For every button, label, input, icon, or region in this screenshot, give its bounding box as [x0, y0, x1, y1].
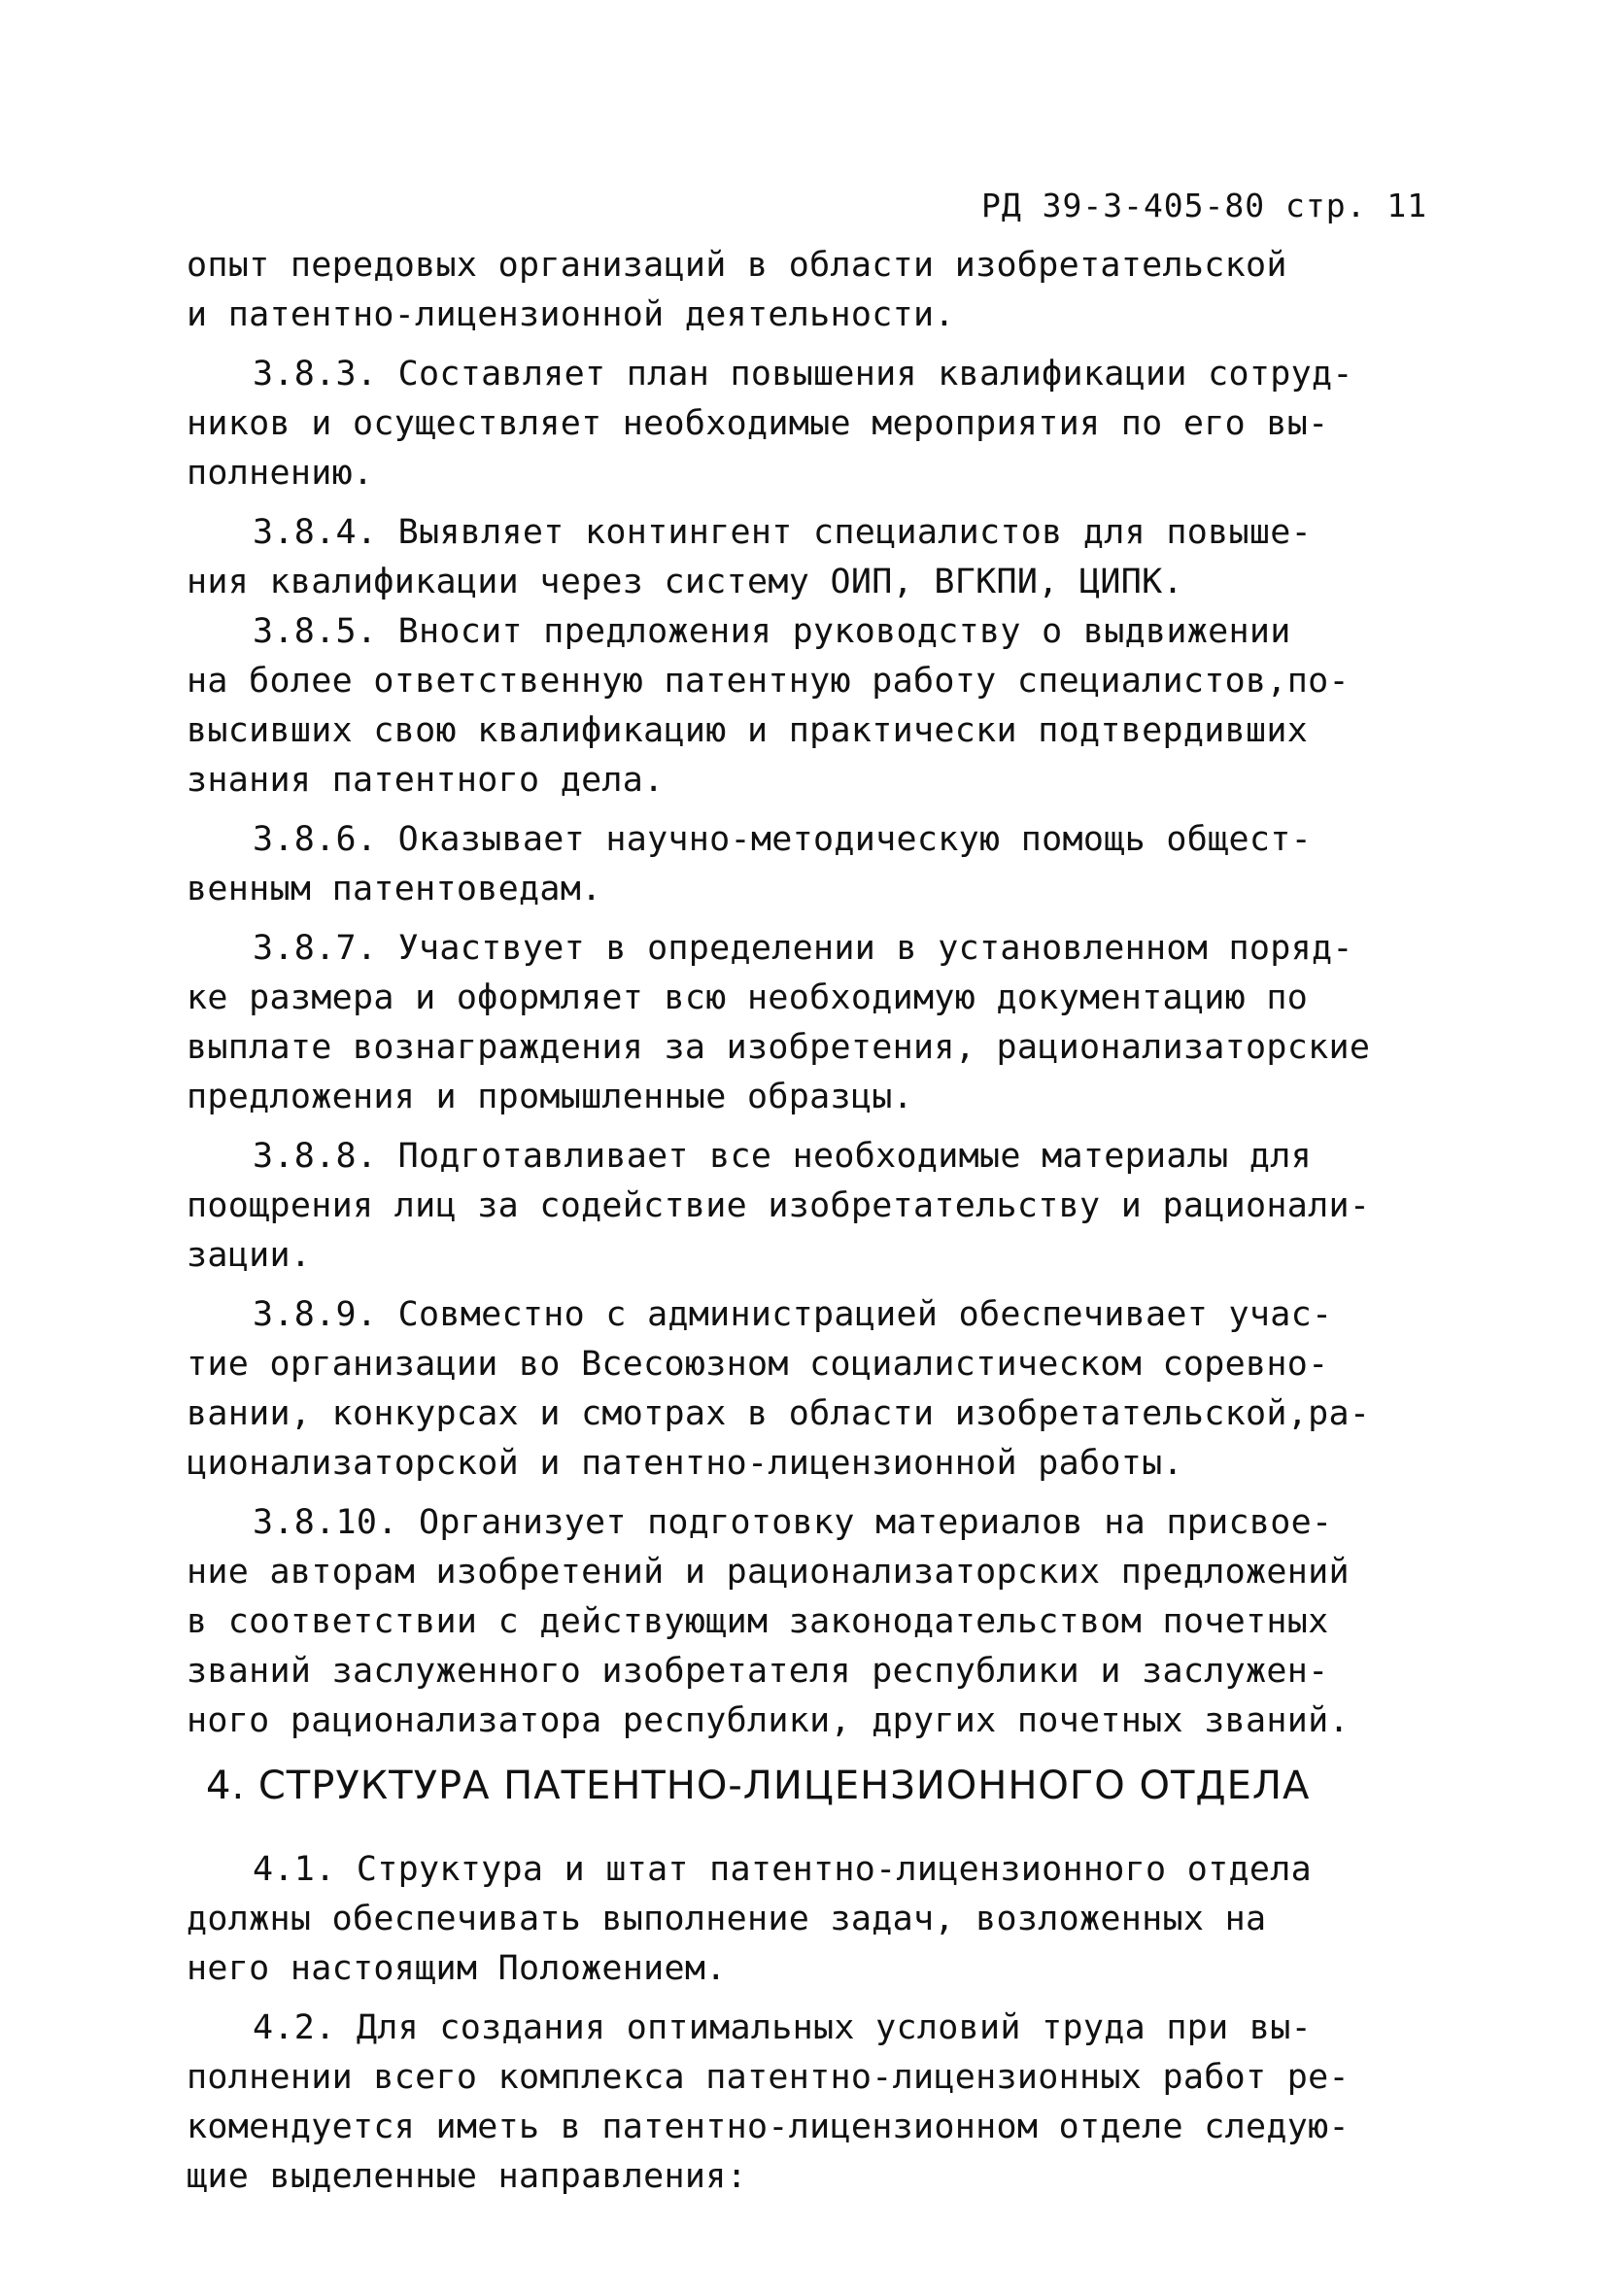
paragraph-3-8-9: 3.8.9. Совместно с администрацией обеспечивает учас- — [253, 1295, 1333, 1334]
paragraph-3-8-5: 3.8.5. Вносит предложения руководству о выдвижении — [253, 612, 1291, 651]
text-line: предложения и промышленные образцы. — [187, 1078, 914, 1116]
text-line: ционализаторской и патентно-лицензионной работы. — [187, 1444, 1183, 1483]
text-line: вании, конкурсах и смотрах в области изобретательской,ра- — [187, 1394, 1371, 1433]
text-line: зации. — [187, 1236, 312, 1275]
text-line: полнении всего комплекса патентно-лицензионных работ ре- — [187, 2058, 1350, 2097]
text-line: ников и осуществляет необходимые мероприятия по его вы- — [187, 404, 1329, 443]
text-line: должны обеспечивать выполнение задач, возложенных на — [187, 1900, 1267, 1938]
paragraph-3-8-4: 3.8.4. Выявляет контингент специалистов для повыше- — [253, 513, 1312, 552]
document-reference-header: РД 39-3-405-80 стр. 11 — [981, 187, 1428, 224]
text-line: знания патентного дела. — [187, 761, 665, 800]
paragraph-4-1: 4.1. Структура и штат патентно-лицензионного отдела — [253, 1850, 1312, 1889]
text-line: него настоящим Положением. — [187, 1949, 727, 1988]
paragraph-3-8-7: 3.8.7. Участвует в определении в установленном поряд- — [253, 929, 1353, 968]
text-line: щие выделенные направления: — [187, 2157, 748, 2196]
paragraph-3-8-3: 3.8.3. Составляет план повышения квалификации сотруд- — [253, 355, 1353, 394]
text-line: ного рационализатора республики, других почетных званий. — [187, 1701, 1350, 1740]
text-line: на более ответственную патентную работу специалистов,по- — [187, 662, 1350, 701]
text-line: полнению. — [187, 454, 374, 493]
text-line: поощрения лиц за содействие изобретательству и рационали- — [187, 1186, 1371, 1225]
text-line: ния квалификации через систему ОИП, ВГКПИ, ЦИПК. — [187, 563, 1183, 601]
paragraph-4-2: 4.2. Для создания оптимальных условий труда при вы- — [253, 2008, 1312, 2047]
text-line: званий заслуженного изобретателя республики и заслужен- — [187, 1652, 1329, 1691]
section-heading-4: 4. СТРУКТУРА ПАТЕНТНО-ЛИЦЕНЗИОННОГО ОТДЕЛА — [206, 1764, 1311, 1808]
paragraph-3-8-6: 3.8.6. Оказывает научно-методическую помощь общест- — [253, 820, 1312, 859]
text-line: тие организации во Всесоюзном социалистическом соревно- — [187, 1345, 1329, 1384]
text-line: в соответствии с действующим законодательством почетных — [187, 1602, 1329, 1641]
text-line: ке размера и оформляет всю необходимую документацию по — [187, 978, 1309, 1017]
text-line: комендуется иметь в патентно-лицензионном отделе следую- — [187, 2108, 1350, 2146]
paragraph-3-8-8: 3.8.8. Подготавливает все необходимые материалы для — [253, 1137, 1312, 1176]
text-line: ние авторам изобретений и рационализаторских предложений — [187, 1553, 1350, 1592]
text-line: венным патентоведам. — [187, 870, 602, 908]
document-body — [187, 241, 1450, 2202]
paragraph-3-8-10: 3.8.10. Организует подготовку материалов на присвое- — [253, 1503, 1333, 1542]
text-line: высивших свою квалификацию и практически подтвердивших — [187, 711, 1309, 750]
text-line: опыт передовых организаций в области изобретательской — [187, 246, 1287, 285]
text-line: и патентно-лицензионной деятельности. — [187, 295, 955, 334]
text-line: выплате вознаграждения за изобретения, рационализаторские — [187, 1028, 1371, 1067]
